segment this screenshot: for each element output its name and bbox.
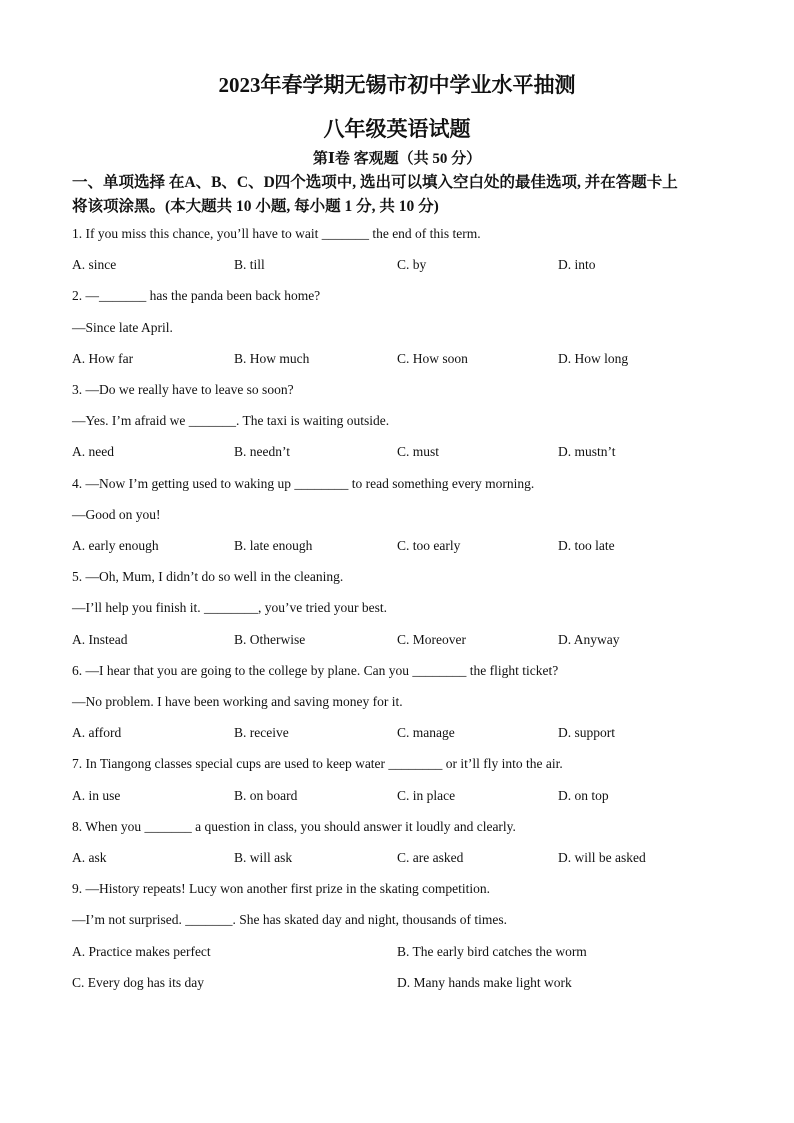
question-stem: 3. —Do we really have to leave so soon? (72, 382, 294, 397)
question-stem: 5. —Oh, Mum, I didn’t do so well in the cleaning. (72, 569, 344, 585)
answer-option: B. receive (234, 725, 289, 741)
exam-title: 2023年春学期无锡市初中学业水平抽测 (218, 73, 576, 97)
answer-option: B. needn’t (234, 444, 290, 460)
answer-option: B. Otherwise (234, 631, 306, 647)
answer-option: D. Anyway (558, 631, 620, 647)
instructions (72, 171, 732, 219)
question-dialogue-line: —I’m not surprised. _______. She has skated day and night, thousands of times. (72, 912, 507, 928)
answer-option: A. How far (72, 350, 134, 366)
answer-option: D. into (558, 257, 596, 273)
instructions-line-2: 将该项涂黑。(本大题共 10 小题, 每小题 1 分, 共 10 分) (72, 198, 439, 215)
instructions-line-1: 一、单项选择 在A、B、C、D四个选项中, 选出可以填入空白处的最佳选项, 并在答题卡上 (72, 174, 678, 191)
question-stem: 9. —History repeats! Lucy won another first prize in the skating competition. (72, 881, 491, 897)
question-stem: 1. If you miss this chance, you’ll have to wait _______ the end of this term. (72, 226, 481, 241)
answer-option: B. on board (234, 787, 298, 803)
answer-option: C. Every dog has its day (72, 974, 204, 990)
answer-option: D. support (558, 725, 615, 741)
answer-option: B. How much (234, 350, 310, 366)
answer-option: B. late enough (234, 538, 313, 553)
answer-option: C. in place (397, 787, 456, 803)
question-dialogue-line: —Yes. I’m afraid we _______. The taxi is waiting outside. (72, 413, 390, 429)
answer-option: A. need (72, 444, 114, 460)
answer-option: D. Many hands make light work (397, 974, 572, 990)
answer-option: A. Practice makes perfect (72, 943, 211, 959)
question-dialogue-line: —No problem. I have been working and saving money for it. (72, 694, 403, 709)
question-dialogue-line: —I’ll help you finish it. ________, you’ve tried your best. (72, 600, 387, 616)
question-stem: 7. In Tiangong classes special cups are used to keep water ________ or it’ll fly into the air. (72, 756, 563, 772)
answer-option: C. are asked (397, 850, 464, 865)
answer-option: C. Moreover (397, 631, 466, 647)
answer-option: A. in use (72, 787, 121, 803)
question-dialogue-line: —Since late April. (72, 319, 173, 335)
answer-option: D. mustn’t (558, 444, 616, 460)
answer-option: D. on top (558, 787, 609, 803)
answer-option: B. will ask (234, 850, 293, 865)
answer-option: B. till (234, 257, 265, 273)
question-dialogue-line: —Good on you! (72, 506, 161, 522)
answer-option: A. Instead (72, 631, 128, 647)
section-heading: 第Ⅰ卷 客观题（共 50 分） (312, 151, 482, 167)
answer-option: A. ask (72, 850, 107, 865)
answer-option: D. will be asked (558, 850, 646, 865)
answer-option: C. How soon (397, 350, 468, 366)
answer-option: C. too early (397, 538, 461, 553)
answer-option: A. early enough (72, 538, 159, 553)
answer-option: A. since (72, 257, 117, 273)
answer-option: C. must (397, 444, 440, 460)
question-stem: 2. —_______ has the panda been back home? (72, 288, 321, 304)
exam-subtitle: 八年级英语试题 (323, 117, 471, 141)
question-stem: 8. When you _______ a question in class, you should answer it loudly and clearly. (72, 818, 516, 834)
answer-option: B. The early bird catches the worm (397, 943, 587, 959)
question-stem: 6. —I hear that you are going to the college by plane. Can you ________ the flight ticket? (72, 662, 559, 678)
answer-option: D. How long (558, 350, 629, 366)
answer-option: C. manage (397, 725, 455, 741)
question-stem: 4. —Now I’m getting used to waking up ________ to read something every morning. (72, 475, 535, 491)
answer-option: D. too late (558, 538, 615, 553)
answer-option: A. afford (72, 725, 122, 741)
answer-option: C. by (397, 257, 427, 273)
